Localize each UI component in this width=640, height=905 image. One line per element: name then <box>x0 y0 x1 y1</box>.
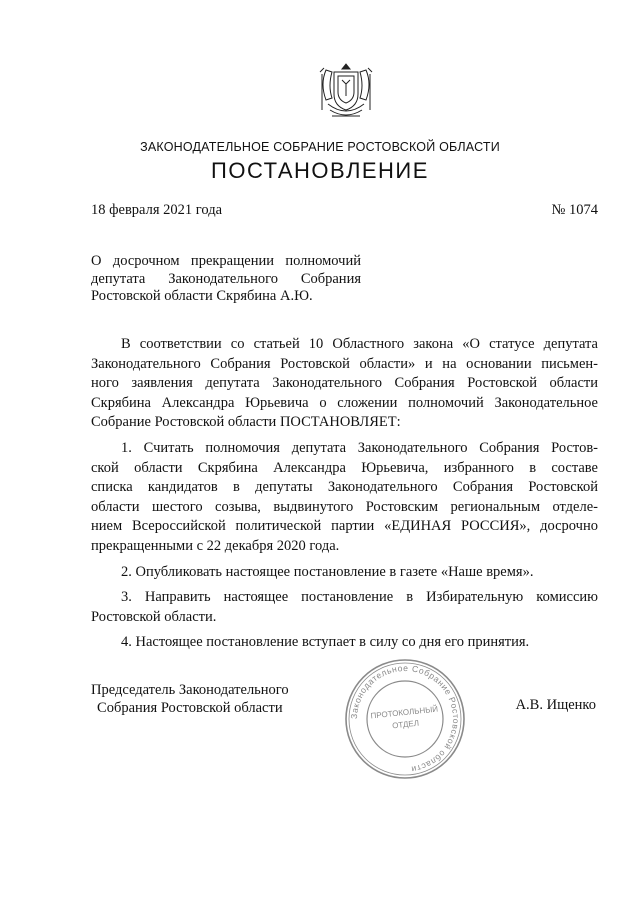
stamp-ring-text: Законодательное Собрание Ростовской области <box>348 662 462 775</box>
body-line: прекращенными с 22 декабря 2020 года. <box>91 537 340 554</box>
item-1-paragraph <box>91 439 598 557</box>
item-3-paragraph <box>91 588 598 627</box>
signatory-role <box>91 682 289 717</box>
subject-line: Ростовской области Скрябина А.Ю. <box>91 288 313 304</box>
document-type: ПОСТАНОВЛЕНИЕ <box>211 158 429 183</box>
signatory-name: А.В. Ищенко <box>515 697 596 713</box>
body-line: 1. Считать полномочия депутата Законодательного Собрания Ростов- <box>121 439 598 456</box>
official-stamp <box>343 657 467 781</box>
body-line: 4. Настоящее постановление вступает в силу со дня его принятия. <box>121 634 530 651</box>
body-line: Законодательного Собрания Ростовской области» и на основании письмен- <box>91 355 598 372</box>
body-line: Собрание Ростовской области ПОСТАНОВЛЯЕТ: <box>91 414 401 431</box>
document-date: 18 февраля 2021 года <box>91 202 223 218</box>
body-line: ской области Скрябина Александра Юрьевича, избранного в составе <box>91 459 598 476</box>
body-line: Скрябина Александра Юрьевича о сложении полномочий Законодательное <box>91 394 598 411</box>
stamp-center-line: ОТДЕЛ <box>391 718 420 731</box>
subject-line: О досрочном прекращении полномочий <box>91 253 361 269</box>
body-line: нием Всероссийской политической партии «ЕДИНАЯ РОССИЯ», досрочно <box>91 518 598 535</box>
organization-name: ЗАКОНОДАТЕЛЬНОЕ СОБРАНИЕ РОСТОВСКОЙ ОБЛАСТИ <box>140 140 500 154</box>
item-4-paragraph <box>91 633 598 653</box>
body-line: области шестого созыва, выдвинутого Ростовским региональным отделе- <box>91 498 598 515</box>
preamble-paragraph <box>91 335 598 433</box>
document-body <box>91 335 598 655</box>
document-subject <box>91 253 361 306</box>
body-line: 2. Опубликовать настоящее постановление в газете «Наше время». <box>121 563 534 580</box>
body-line: Ростовской области. <box>91 608 217 625</box>
subject-line: депутата Законодательного Собрания <box>91 270 361 287</box>
signatory-role-line: Собрания Ростовской области <box>97 699 283 716</box>
item-2-paragraph <box>91 563 598 583</box>
stamp-center-line: ПРОТОКОЛЬНЫЙ <box>370 704 439 721</box>
body-line: ного заявления депутата Законодательного Собрания Ростовской области <box>91 375 598 392</box>
body-line: списка кандидатов в депутаты Законодательного Собрания Ростовской <box>91 479 598 496</box>
coat-of-arms-icon <box>312 60 380 128</box>
body-line: В соответствии со статьей 10 Областного закона «О статусе депутата <box>121 336 598 352</box>
body-line: 3. Направить настоящее постановление в Избирательную комиссию <box>121 589 598 606</box>
document-number: № 1074 <box>551 202 598 218</box>
signatory-role-line: Председатель Законодательного <box>91 682 289 698</box>
